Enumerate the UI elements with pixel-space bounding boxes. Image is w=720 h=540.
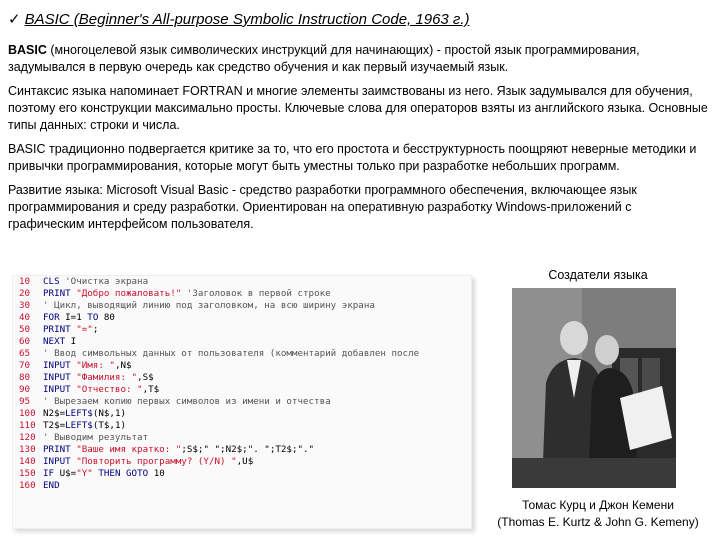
code-line — [13, 384, 471, 396]
line-number: 140 — [19, 456, 36, 467]
title-text: BASIC (Beginner's All-purpose Symbolic Instruction Code, 1963 г.) — [24, 11, 470, 28]
creators-photo — [512, 288, 676, 488]
code-token: INPUT — [43, 372, 77, 383]
code-token: LEFT$ — [65, 420, 93, 431]
code-token: 'Заголовок в первой строке — [186, 288, 331, 299]
code-token: "Добро пожаловать!" — [76, 288, 187, 299]
code-token: "Отчество: " — [76, 384, 143, 395]
code-token: ' Ввод символьных данных от пользователя (комментарий добавлен после — [43, 348, 420, 359]
caption-english: (Thomas E. Kurtz & John G. Kemeny) — [497, 515, 699, 529]
slide-title — [8, 10, 470, 28]
line-number: 70 — [19, 360, 31, 371]
code-token: U$= — [59, 468, 77, 479]
code-token: ' Выводим результат — [43, 432, 149, 443]
paragraph-criticism: BASIC традиционно подвергается критике за то, что его простота и бесструктурность поощряют неверные методики и привычки программирования, которые могут быть уместны только при разработке небольших программ. — [8, 142, 697, 173]
code-token: "Имя: " — [76, 360, 115, 371]
code-token: N2$= — [43, 408, 66, 419]
paragraph-intro — [8, 42, 708, 76]
line-number: 65 — [19, 348, 31, 359]
code-token: T2$= — [43, 420, 66, 431]
code-token: "Повторить программу? (Y/N) " — [76, 456, 237, 467]
line-number: 50 — [19, 324, 31, 335]
code-line — [13, 300, 471, 312]
code-token: ,N$ — [114, 360, 132, 371]
paragraph-syntax: Синтаксис языка напоминает FORTRAN и многие элементы заимствованы из него. Язык задумывался для обучения, поэтому его конструкции максимально просты. Ключевые слова для операторов взяты из английского языка. Основные типы данных: строки и числа. — [8, 84, 708, 132]
code-token: FOR — [43, 312, 66, 323]
code-line — [13, 456, 471, 468]
line-number: 80 — [19, 372, 31, 383]
code-token: TO — [87, 312, 104, 323]
code-token: "Ваше имя кратко: " — [76, 444, 182, 455]
code-token: PRINT — [43, 288, 77, 299]
photo-caption — [478, 497, 718, 531]
code-token: CLS — [43, 276, 66, 287]
code-token: ,T$ — [142, 384, 160, 395]
code-token: INPUT — [43, 384, 77, 395]
line-number: 160 — [19, 480, 36, 491]
line-number: 20 — [19, 288, 31, 299]
code-token: ;S$;" ";N2$;". ";T2$;"." — [181, 444, 315, 455]
code-line — [13, 444, 471, 456]
code-token: "Фамилия: " — [76, 372, 138, 383]
code-token: NEXT — [43, 336, 71, 347]
code-token: I=1 — [65, 312, 88, 323]
code-listing — [12, 275, 472, 529]
code-line — [13, 468, 471, 480]
code-line — [13, 432, 471, 444]
line-number: 40 — [19, 312, 31, 323]
code-line — [13, 288, 471, 300]
code-line — [13, 420, 471, 432]
line-number: 95 — [19, 396, 31, 407]
code-token: "Y" — [76, 468, 99, 479]
line-number: 120 — [19, 432, 36, 443]
code-token: I — [70, 336, 77, 347]
description-text — [8, 42, 708, 240]
code-line — [13, 396, 471, 408]
code-line — [13, 336, 471, 348]
code-token: 80 — [103, 312, 115, 323]
line-number: 110 — [19, 420, 36, 431]
code-token: INPUT — [43, 456, 77, 467]
paragraph-development: Развитие языка: Microsoft Visual Basic - средство разработки программного обеспечения, включающее язык программирования и среду разработки. Ориентирован на оперативную разработку Windows-приложений с графическим интерфейсом пользователя. — [8, 183, 637, 231]
code-token: ; — [92, 324, 99, 335]
code-token: 10 — [153, 468, 165, 479]
line-number: 100 — [19, 408, 36, 419]
line-number: 60 — [19, 336, 31, 347]
line-number: 90 — [19, 384, 31, 395]
code-line — [13, 372, 471, 384]
code-line — [13, 360, 471, 372]
checkmark-icon: ✓ — [8, 11, 21, 28]
code-token: PRINT — [43, 444, 77, 455]
code-token: THEN GOTO — [98, 468, 154, 479]
code-line — [13, 312, 471, 324]
code-token: (T$,1) — [92, 420, 127, 431]
code-token: LEFT$ — [65, 408, 93, 419]
code-token: ,S$ — [137, 372, 154, 383]
code-token: ' Вырезаем копию первых символов из имени и отчества — [43, 396, 331, 407]
code-line — [13, 408, 471, 420]
creators-heading: Создатели языка — [548, 268, 648, 282]
code-token: IF — [43, 468, 60, 479]
code-token: "=" — [76, 324, 93, 335]
code-line — [13, 324, 471, 336]
code-token: INPUT — [43, 360, 77, 371]
caption-russian: Томас Курц и Джон Кемени — [522, 498, 674, 512]
code-token: END — [43, 480, 60, 491]
line-number: 10 — [19, 276, 31, 287]
line-number: 150 — [19, 468, 36, 479]
line-number: 30 — [19, 300, 31, 311]
basic-term: BASIC — [8, 43, 47, 57]
code-token: ' Цикл, выводящий линию под заголовком, на всю ширину экрана — [43, 300, 375, 311]
code-token: ,U$ — [236, 456, 254, 467]
code-token: 'Очистка экрана — [65, 276, 149, 287]
photo-illustration — [512, 288, 676, 488]
line-number: 130 — [19, 444, 36, 455]
code-line — [13, 276, 471, 288]
code-line — [13, 348, 471, 360]
code-token: (N$,1) — [92, 408, 127, 419]
code-token: PRINT — [43, 324, 77, 335]
code-line — [13, 480, 471, 492]
intro-rest: (многоцелевой язык символических инструкций для начинающих) - простой язык программирования, задумывался в первую очередь как средство обучения и как первый изучаемый язык. — [8, 43, 640, 74]
